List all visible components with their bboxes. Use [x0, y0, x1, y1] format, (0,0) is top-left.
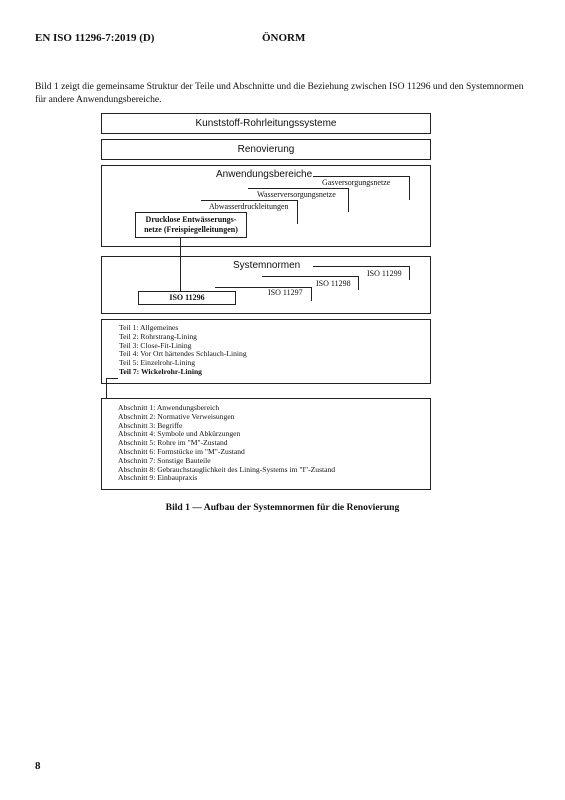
part7-connector-h: [106, 378, 118, 379]
step-line-iso11297-right: [311, 287, 312, 301]
box-plastic-piping: [101, 113, 431, 134]
part-item: Teil 3: Close-Fit-Lining: [119, 340, 192, 350]
sections-list: [118, 404, 335, 483]
step-line-gas: [313, 176, 409, 177]
iso11296-label: ISO 11296: [169, 293, 205, 302]
norm-item-iso11299: ISO 11299: [367, 269, 402, 278]
norm-item-iso11298: ISO 11298: [316, 279, 351, 288]
step-line-water-right: [348, 188, 349, 212]
section-item: Abschnitt 3: Begriffe: [118, 420, 183, 430]
part-item: Teil 1: Allgemeines: [119, 323, 179, 332]
step-line-iso11298-right: [358, 276, 359, 290]
box-renovation-label: Renovierung: [237, 144, 295, 155]
step-line-iso11298: [262, 276, 358, 277]
gravity-drainage-line2: netze (Freispiegelleitungen): [144, 225, 238, 234]
page-number: 8: [35, 760, 41, 772]
application-item-water: Wasserversorgungsnetze: [257, 190, 336, 199]
figure-caption: Bild 1 — Aufbau der Systemnormen für die Renovierung: [165, 502, 400, 513]
box-system-norms: [101, 256, 431, 314]
section-item: Abschnitt 8: Gebrauchstauglichkeit des Lining-Systems im "I"-Zustand: [118, 464, 336, 474]
parts-list: [119, 324, 247, 377]
part-item-highlight: Teil 7: Wickelrohr-Lining: [119, 366, 202, 376]
section-item: Abschnitt 6: Formstücke im "M"-Zustand: [118, 446, 245, 456]
publisher-name: ÖNORM: [262, 32, 306, 44]
box-iso11296: [138, 291, 236, 305]
application-item-gas: Gasversorgungsnetze: [322, 178, 391, 187]
connector-line: [180, 238, 181, 291]
part-item: Teil 2: Rohrstrang-Lining: [119, 331, 197, 341]
application-areas-title: Anwendungsbereiche: [216, 169, 313, 180]
step-line-gas-right: [409, 176, 410, 200]
part-item: Teil 5: Einzelrohr-Lining: [119, 358, 196, 368]
intro-paragraph: Bild 1 zeigt die gemeinsame Struktur der Teile und Abschnitte und die Beziehung zwischen ISO 11296 und den Systemnormen für andere Anwendungsbereiche.: [35, 81, 524, 105]
step-line-iso11299: [313, 266, 409, 267]
gravity-drainage-line1: Drucklose Entwässerungs-: [145, 215, 237, 224]
section-item: Abschnitt 5: Rohre im "M"-Zustand: [118, 438, 228, 448]
application-item-wastewater: Abwasserdruckleitungen: [209, 202, 289, 211]
section-item: Abschnitt 9: Einbaupraxis: [118, 473, 198, 483]
step-line-water: [248, 188, 348, 189]
step-line-wastewater-right: [297, 200, 298, 224]
section-item: Abschnitt 1: Anwendungsbereich: [118, 403, 220, 412]
box-renovation: [101, 139, 431, 160]
section-item: Abschnitt 7: Sonstige Bauteile: [118, 455, 211, 465]
box-plastic-piping-label: Kunststoff-Rohrleitungssysteme: [195, 118, 337, 129]
step-line-wastewater: [201, 200, 297, 201]
part-item: Teil 4: Vor Ort härtendes Schlauch-Lining: [119, 349, 247, 359]
section-item: Abschnitt 2: Normative Verweisungen: [118, 411, 235, 421]
system-norms-title: Systemnormen: [233, 260, 301, 271]
part7-connector-v: [106, 378, 107, 399]
step-line-iso11299-right: [409, 266, 410, 280]
box-gravity-drainage: [135, 212, 247, 238]
section-item: Abschnitt 4: Symbole und Abkürzungen: [118, 429, 241, 439]
document-id: EN ISO 11296-7:2019 (D): [35, 32, 155, 44]
norm-item-iso11297: ISO 11297: [268, 288, 303, 297]
